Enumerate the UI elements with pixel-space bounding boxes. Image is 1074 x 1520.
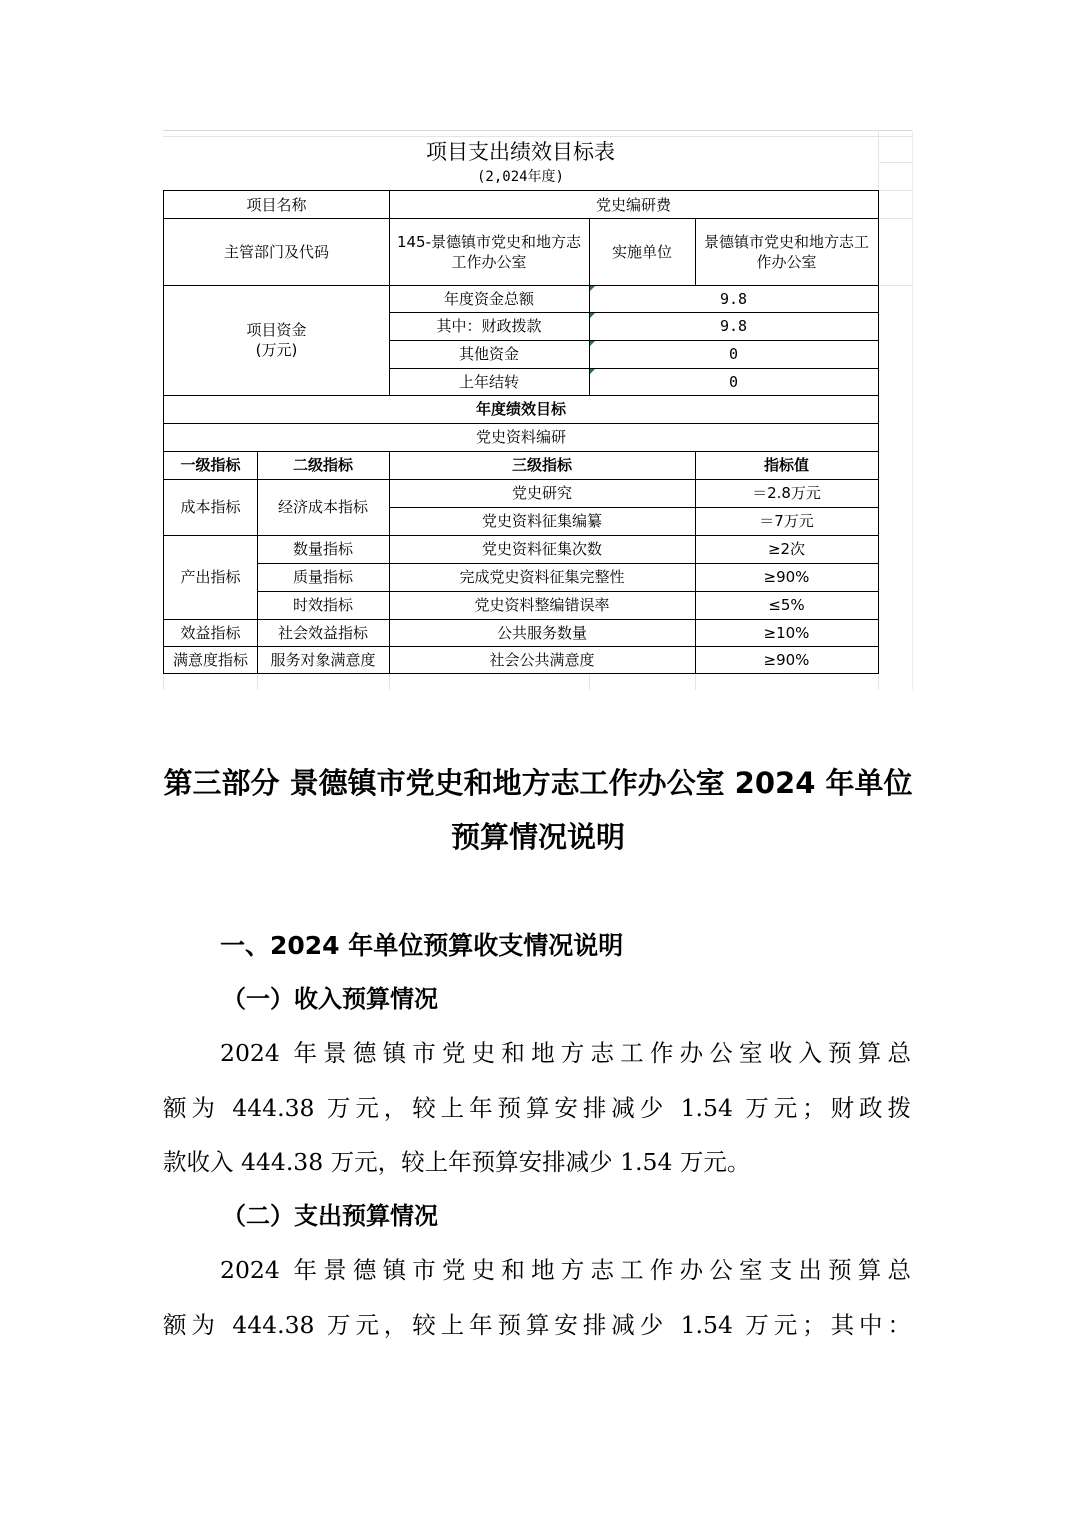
- sheet-gridline: [878, 190, 913, 191]
- level1-benefit: 效益指标: [163, 619, 258, 647]
- paragraph-line: 额为 444.38 万元，较上年预算安排减少 1.54 万元；其中：: [163, 1311, 911, 1339]
- funds-row-label: 年度资金总额: [389, 285, 590, 313]
- level2-quality: 质量指标: [257, 563, 390, 592]
- part-heading-line2: 预算情况说明: [450, 820, 625, 854]
- sheet-gridline: [695, 673, 696, 690]
- header-level1: 一级指标: [163, 451, 258, 480]
- level2-service-satisfaction: 服务对象满意度: [257, 646, 390, 674]
- table-row-level3: 完成党史资料征集完整性: [389, 563, 696, 592]
- table-row-level3: 党史资料征集编纂: [389, 507, 696, 536]
- table-row-value: ＝7万元: [695, 507, 879, 536]
- sheet-gridline: [878, 285, 913, 286]
- subsection-heading-expenditure: （二）支出预算情况: [222, 1201, 438, 1230]
- dept-label: 主管部门及代码: [163, 218, 390, 286]
- subsection-heading-income: （一）收入预算情况: [222, 984, 438, 1013]
- part-heading-line1: 第三部分 景德镇市党史和地方志工作办公室 2024 年单位: [163, 766, 913, 800]
- paragraph-line: 款收入 444.38 万元，较上年预算安排减少 1.54 万元。: [163, 1148, 751, 1176]
- sheet-gridline: [257, 673, 258, 690]
- funds-row-label: 其他资金: [389, 340, 590, 369]
- sheet-gridline: [589, 673, 590, 690]
- cell-marker: [590, 313, 595, 318]
- funds-label: 项目资金 (万元): [163, 285, 390, 396]
- sheet-gridline: [878, 162, 913, 163]
- impl-label: 实施单位: [589, 218, 696, 286]
- cell-marker: [590, 369, 595, 374]
- project-name-label: 项目名称: [163, 190, 390, 219]
- paragraph-line: 额为 444.38 万元，较上年预算安排减少 1.54 万元；财政拨: [163, 1094, 911, 1122]
- table-subtitle: (2,024年度): [476, 169, 564, 185]
- funds-row-label: 其中：财政拨款: [389, 312, 590, 341]
- table-title: 项目支出绩效目标表: [426, 140, 615, 164]
- funds-row-value: 0: [589, 368, 879, 396]
- funds-row-value: 9.8: [589, 312, 879, 341]
- section-heading: 一、2024 年单位预算收支情况说明: [220, 931, 624, 960]
- level2-social-benefit: 社会效益指标: [257, 619, 390, 647]
- sheet-gridline: [912, 130, 913, 690]
- funds-row-value: 9.8: [589, 285, 879, 313]
- impl-value: 景德镇市党史和地方志工作办公室: [695, 218, 879, 286]
- level1-output: 产出指标: [163, 535, 258, 620]
- table-row-level3: 党史研究: [389, 479, 696, 508]
- level2-quantity: 数量指标: [257, 535, 390, 564]
- sheet-gridline: [389, 673, 390, 690]
- project-name-value: 党史编研费: [389, 190, 879, 219]
- header-value: 指标值: [695, 451, 879, 480]
- cell-marker: [590, 286, 595, 291]
- table-row-level3: 党史资料征集次数: [389, 535, 696, 564]
- funds-row-label: 上年结转: [389, 368, 590, 396]
- table-row-level3: 社会公共满意度: [389, 646, 696, 674]
- header-level3: 三级指标: [389, 451, 696, 480]
- paragraph-line: 2024 年景德镇市党史和地方志工作办公室支出预算总: [220, 1256, 911, 1284]
- level2-cost: 经济成本指标: [257, 479, 390, 536]
- level2-timeliness: 时效指标: [257, 591, 390, 620]
- table-row-level3: 党史资料整编错误率: [389, 591, 696, 620]
- dept-value: 145-景德镇市党史和地方志工作办公室: [389, 218, 590, 286]
- table-row-level3: 公共服务数量: [389, 619, 696, 647]
- sheet-gridline: [878, 218, 913, 219]
- funds-row-value: 0: [589, 340, 879, 369]
- level1-satisfaction: 满意度指标: [163, 646, 258, 674]
- table-row-value: ＝2.8万元: [695, 479, 879, 508]
- annual-goal-label: 年度绩效目标: [163, 395, 879, 424]
- table-row-value: ≥90%: [695, 646, 879, 674]
- table-row-value: ≤5%: [695, 591, 879, 620]
- sheet-gridline: [163, 130, 913, 131]
- cell-marker: [590, 341, 595, 346]
- sheet-gridline: [163, 673, 164, 690]
- paragraph-line: 2024 年景德镇市党史和地方志工作办公室收入预算总: [220, 1039, 911, 1067]
- header-level2: 二级指标: [257, 451, 390, 480]
- level1-cost: 成本指标: [163, 479, 258, 536]
- annual-goal-value: 党史资料编研: [163, 423, 879, 452]
- table-row-value: ≥90%: [695, 563, 879, 592]
- table-row-value: ≥10%: [695, 619, 879, 647]
- table-row-value: ≥2次: [695, 535, 879, 564]
